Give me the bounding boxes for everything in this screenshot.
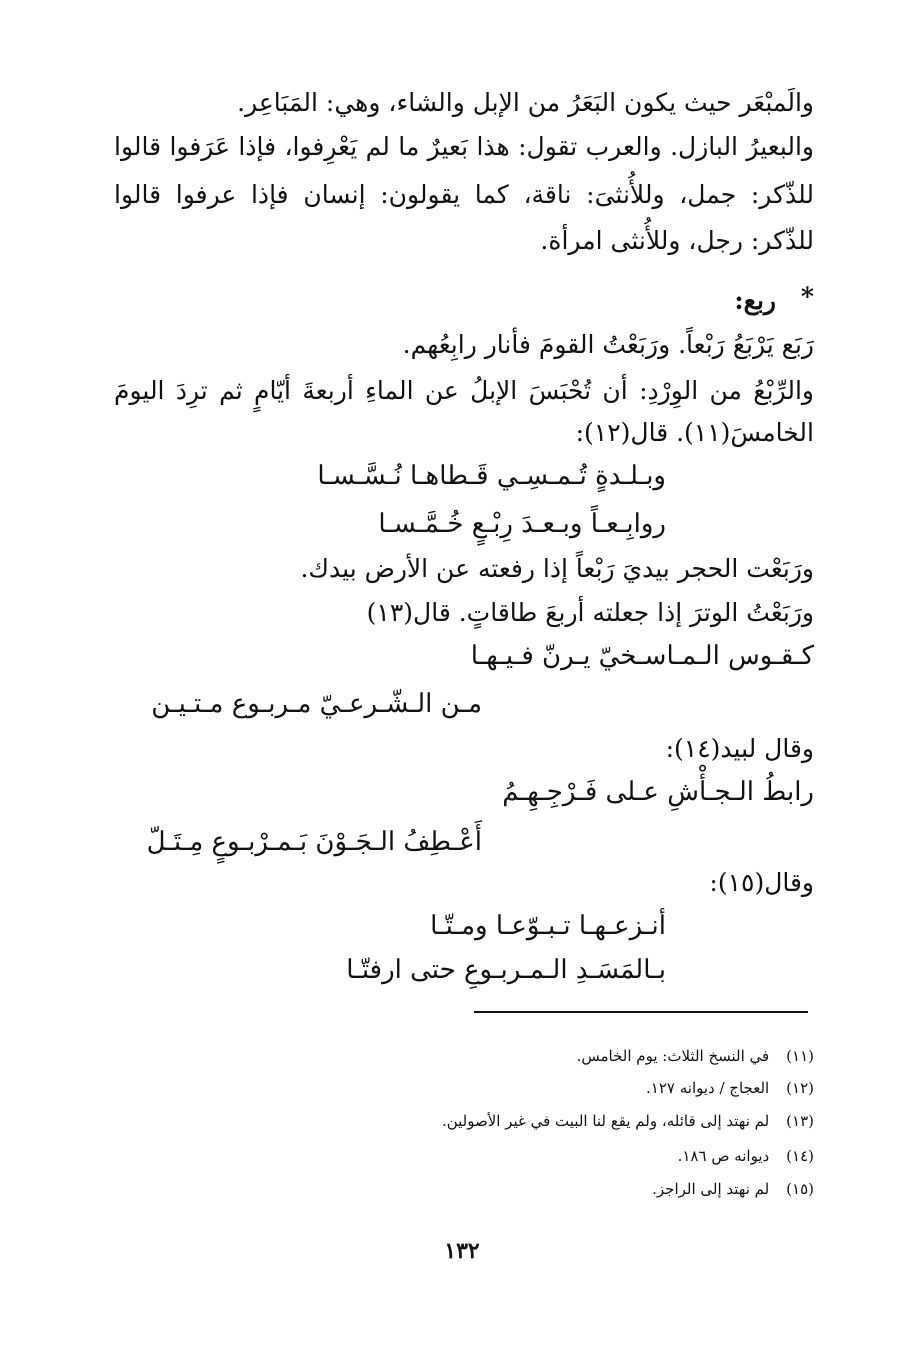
text-line: وقال لبيد(١٤): [665, 734, 814, 763]
verse-line: روابِـعـاً وبـعـدَ رِبْـعٍ خُـمَّـسـا [378, 509, 666, 539]
footnote-number: (١٣) [786, 1112, 814, 1130]
text-line: ورَبَعْت الحجر بيديَ رَبْعاً إذا رفعته عن الأرض بيدك. [300, 554, 814, 583]
footnote-divider [474, 1011, 808, 1013]
paragraph-block [114, 128, 814, 214]
footnote-text: ديوانه ص ١٨٦. [677, 1147, 770, 1165]
footnote [646, 1077, 814, 1099]
verse-line: مـن الـشّـرعـيّ مـربـوع مـتـيـن [151, 689, 482, 719]
footnote-number: (١٢) [786, 1079, 814, 1097]
text-line: للذّكر: رجل، وللأُنثى امرأة. [540, 226, 814, 255]
paragraph-block [114, 372, 814, 410]
text-line: للذّكر: جمل، وللأُنثىَ: ناقة، كما يقولون: إنسان فإذا عرفوا قالوا [114, 180, 814, 209]
verse-line: بـالمَسَـدِ الـمـربـوعِ حتى ارفتّـا [346, 955, 666, 985]
footnote [442, 1110, 814, 1132]
section-star-icon: * [800, 282, 814, 311]
footnote-number: (١١) [786, 1047, 814, 1065]
footnote-number: (١٥) [786, 1180, 814, 1198]
page-number: ١٣٢ [444, 1238, 480, 1264]
verse-line: أنـزعـهـا تـبـوّعـا ومـتّـا [430, 911, 666, 941]
text-line: ورَبَعْتُ الوترَ إذا جعلته أربعَ طاقاتٍ. قال(١٣) [366, 598, 814, 627]
text-line: الخامسَ(١١). قال(١٢): [575, 418, 814, 447]
text-line: وقال(١٥): [709, 868, 814, 897]
text-line: رَبَع يَرْبَعُ رَبْعاً. ورَبَعْتُ القومَ فأنار رابِعُهم. [402, 330, 814, 359]
footnote [678, 1145, 814, 1167]
footnote-number: (١٤) [786, 1147, 814, 1165]
verse-line: كـقـوس الـمـاسـخيّ يـرنّ فـيـهـا [470, 641, 814, 671]
section-heading: ربع: [734, 286, 776, 315]
verse-line: أَعْـطِفُ الـجَـوْنَ بَـمـرْبـوعٍ مِـتَـلّ [146, 827, 482, 857]
text-line: والبعيرُ البازل. والعرب تقول: هذا بَعيرٌ ما لم يَعْرِفوا، فإذا عَرَفوا قالوا [114, 132, 814, 161]
footnote [652, 1178, 814, 1200]
verse-line: رابطُ الـجـأْشِ عـلى فَـرْجِـهِـمُ [502, 777, 814, 807]
footnote-text: في النسخ الثلاث: يوم الخامس. [576, 1047, 770, 1065]
footnote-text: لم نهتد إلى الراجز. [652, 1180, 770, 1198]
verse-line: وبـلـدةٍ تُـمـسِـي قَـطاهـا نُـسَّـسـا [317, 461, 666, 491]
footnote-text: لم نهتد إلى قائله، ولم يقع لنا البيت في غير الأصولين. [441, 1112, 770, 1130]
text-line: والَمبْعَر حيث يكون البَعَرُ من الإبل والشاء، وهي: المَبَاعِر. [237, 88, 814, 117]
footnote-text: العجاج / ديوانه ١٢٧. [646, 1079, 770, 1097]
text-line: والرِّبْعُ من الوِرْدِ: أن تُحْبَسَ الإبلُ عن الماءِ أربعةَ أيّامٍ ثم ترِدَ اليومَ [114, 376, 814, 405]
footnote [577, 1045, 814, 1067]
